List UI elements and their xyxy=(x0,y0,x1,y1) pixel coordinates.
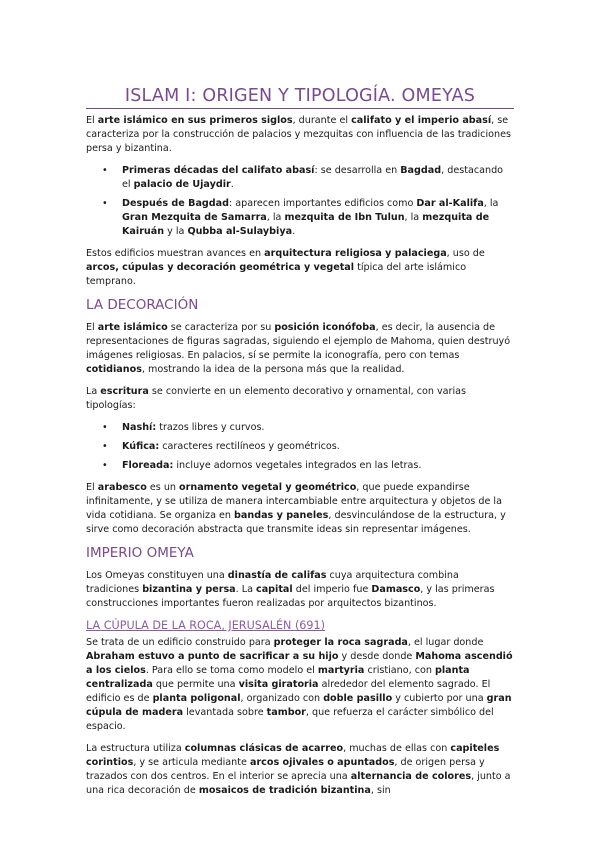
bullet-icon: • xyxy=(102,165,108,176)
cupula-paragraph-2 xyxy=(86,742,514,798)
bold-text: planta poligonal xyxy=(152,693,241,704)
list-item xyxy=(86,164,514,192)
text-run: , uso de xyxy=(446,248,485,259)
bold-text: ornamento vegetal y geométrico xyxy=(179,482,357,493)
bullet-icon: • xyxy=(102,198,108,209)
bold-text: tambor xyxy=(266,707,306,718)
text-run: que permite una xyxy=(152,679,239,690)
text-run: , se caracteriza por la construcción de palacios y mezquitas con influencia de las tradiciones persa y bizantina. xyxy=(86,115,511,154)
bold-text: Nashí: xyxy=(122,422,157,433)
bold-text: doble pasillo xyxy=(323,693,393,704)
text-run: , junto a una rica decoración de xyxy=(86,771,511,796)
bold-text: mosaicos de tradición bizantina xyxy=(198,785,371,796)
page-content xyxy=(86,86,514,806)
decoracion-paragraph-3 xyxy=(86,481,514,537)
text-run: Los Omeyas constituyen una xyxy=(86,570,228,581)
bold-text: mezquita de Ibn Tulun xyxy=(284,212,405,223)
bold-text: capital xyxy=(256,584,293,595)
bold-text: cotidianos xyxy=(86,364,142,375)
bold-text: arcos ojivales o apuntados xyxy=(249,757,395,768)
text-run: : se desarrolla en xyxy=(314,165,401,176)
text-run: . La xyxy=(235,584,257,595)
text-run: . Para ello se toma como modelo el xyxy=(145,665,318,676)
decoracion-paragraph-1 xyxy=(86,321,514,377)
bold-text: alternancia de colores xyxy=(350,771,472,782)
bold-text: mezquita de Kairuán xyxy=(122,212,490,237)
text-run: , que refuerza el carácter simbólico del espacio. xyxy=(86,707,494,732)
text-run: , de origen persa y trazados con dos centros. En el interior se aprecia una xyxy=(86,757,485,782)
bold-text: arcos, cúpulas y decoración geométrica y vegetal xyxy=(86,262,355,273)
bold-text: dinastía de califas xyxy=(227,570,327,581)
bold-text: bandas y paneles xyxy=(234,510,329,521)
text-run: levantada sobre xyxy=(183,707,267,718)
list-item xyxy=(86,421,514,435)
bold-text: Después de Bagdad xyxy=(122,198,230,209)
text-run: La xyxy=(86,386,101,397)
text-run: es un xyxy=(146,482,180,493)
text-run: , el lugar donde xyxy=(407,637,484,648)
bold-text: Kúfica: xyxy=(122,441,160,452)
bullet-icon: • xyxy=(102,422,108,433)
text-run: El xyxy=(86,322,98,333)
bold-text: Qubba al-Sulaybiya xyxy=(187,226,293,237)
omeya-paragraph-1 xyxy=(86,569,514,611)
page-title: ISLAM I: ORIGEN Y TIPOLOGÍA. OMEYAS xyxy=(86,86,514,109)
intro-paragraph xyxy=(86,114,514,156)
bold-text: Mahoma ascendió a los cielos xyxy=(86,651,513,676)
text-run: , la xyxy=(404,212,423,223)
bold-text: Primeras décadas del califato abasí xyxy=(122,165,315,176)
bold-text: Damasco xyxy=(371,584,421,595)
list-item-text xyxy=(122,165,503,190)
text-run: La estructura utiliza xyxy=(86,743,185,754)
text-run: cristiano, con xyxy=(364,665,435,676)
text-run: y desde donde xyxy=(338,651,416,662)
section-heading-imperio-omeya: IMPERIO OMEYA xyxy=(86,545,194,561)
bold-text: arquitectura religiosa y palaciega xyxy=(264,248,447,259)
bold-text: califato y el imperio abasí xyxy=(351,115,492,126)
list-item-text xyxy=(122,198,498,237)
bold-text: Abraham estuvo a punto de sacrificar a su hijo xyxy=(86,651,339,662)
subsection-heading-cupula-roca: LA CÚPULA DE LA ROCA, JERUSALÉN (691) xyxy=(86,619,326,632)
text-run: , sin xyxy=(370,785,391,796)
text-run: alrededor del elemento sagrado. El edificio es de xyxy=(86,679,491,704)
bullet-icon: • xyxy=(102,460,108,471)
bold-text: gran cúpula de madera xyxy=(86,693,512,718)
bold-text: planta centralizada xyxy=(86,665,470,690)
list-item xyxy=(86,440,514,454)
bold-text: escritura xyxy=(100,386,149,397)
text-run: se convierte en un elemento decorativo y ornamental, con varias tipologías: xyxy=(86,386,467,411)
text-run: incluye adornos vegetales integrados en las letras. xyxy=(173,460,422,471)
text-run: , destacando el xyxy=(122,165,504,190)
text-run: , la xyxy=(266,212,285,223)
text-run: , que puede expandirse infinitamente, y se utiliza de manera intercambiable entre arquitectura y objetos de la vida cotidiana. Se organiza en xyxy=(86,482,502,521)
text-run: cuya arquitectura combina tradiciones xyxy=(86,570,459,595)
bold-text: Floreada: xyxy=(122,460,174,471)
bold-text: Gran Mezquita de Samarra xyxy=(122,212,267,223)
text-run: del imperio fue xyxy=(292,584,372,595)
text-run: y cubierto por una xyxy=(392,693,487,704)
bold-text: columnas clásicas de acarreo xyxy=(184,743,344,754)
bold-text: visita giratoria xyxy=(238,679,319,690)
list-item-text xyxy=(122,422,265,433)
bold-text: palacio de Ujaydir xyxy=(133,179,231,190)
list-item-text xyxy=(122,460,421,471)
section-heading-decoracion: LA DECORACIÓN xyxy=(86,297,199,313)
list-item-text xyxy=(122,441,340,452)
list-item xyxy=(86,197,514,239)
cupula-paragraph-1 xyxy=(86,636,514,734)
text-run: . xyxy=(292,226,296,237)
text-run: típica del arte islámico temprano. xyxy=(86,262,467,287)
text-run: , es decir, la ausencia de representaciones de figuras sagradas, siguiendo el ejemplo de Mahoma, quien destruyó imágenes religiosas. En palacios, sí se permite la iconografía, pero con temas xyxy=(86,322,511,361)
list-item xyxy=(86,459,514,473)
text-run: trazos libres y curvos. xyxy=(156,422,265,433)
text-run: Se trata de un edificio construido para xyxy=(86,637,274,648)
text-run: : aparecen importantes edificios como xyxy=(229,198,417,209)
text-run: El xyxy=(86,115,98,126)
text-run: y la xyxy=(164,226,188,237)
text-run: caracteres rectilíneos y geométricos. xyxy=(159,441,340,452)
text-run: El xyxy=(86,482,98,493)
text-run: , mostrando la idea de la persona más que la realidad. xyxy=(141,364,405,375)
intro-bullet-list xyxy=(86,164,514,239)
text-run: , y se articula mediante xyxy=(133,757,250,768)
bold-text: arte islámico xyxy=(97,322,168,333)
bold-text: arte islámico en sus primeros siglos xyxy=(97,115,293,126)
text-run: , durante el xyxy=(292,115,352,126)
text-run: se caracteriza por su xyxy=(167,322,275,333)
bold-text: Dar al-Kalifa xyxy=(416,198,484,209)
escritura-bullet-list xyxy=(86,421,514,473)
bold-text: martyria xyxy=(317,665,365,676)
text-run: , organizado con xyxy=(240,693,324,704)
bold-text: posición iconófoba xyxy=(274,322,376,333)
bullet-icon: • xyxy=(102,441,108,452)
text-run: Estos edificios muestran avances en xyxy=(86,248,265,259)
text-run: , la xyxy=(483,198,499,209)
text-run: , muchas de ellas con xyxy=(343,743,451,754)
bold-text: proteger la roca sagrada xyxy=(273,637,408,648)
bold-text: bizantina y persa xyxy=(142,584,236,595)
text-run: . xyxy=(230,179,234,190)
text-run: , desvinculándose de la estructura, y sirve como decoración abstracta que transmite ideas sin representar imágenes. xyxy=(86,510,506,535)
decoracion-paragraph-2 xyxy=(86,385,514,413)
bold-text: Bagdad xyxy=(400,165,442,176)
text-run: , y las primeras construcciones importantes fueron realizadas por arquitectos bizantinos. xyxy=(86,584,495,609)
intro-closing-paragraph xyxy=(86,247,514,289)
bold-text: capiteles corintios xyxy=(86,743,500,768)
bold-text: arabesco xyxy=(97,482,147,493)
